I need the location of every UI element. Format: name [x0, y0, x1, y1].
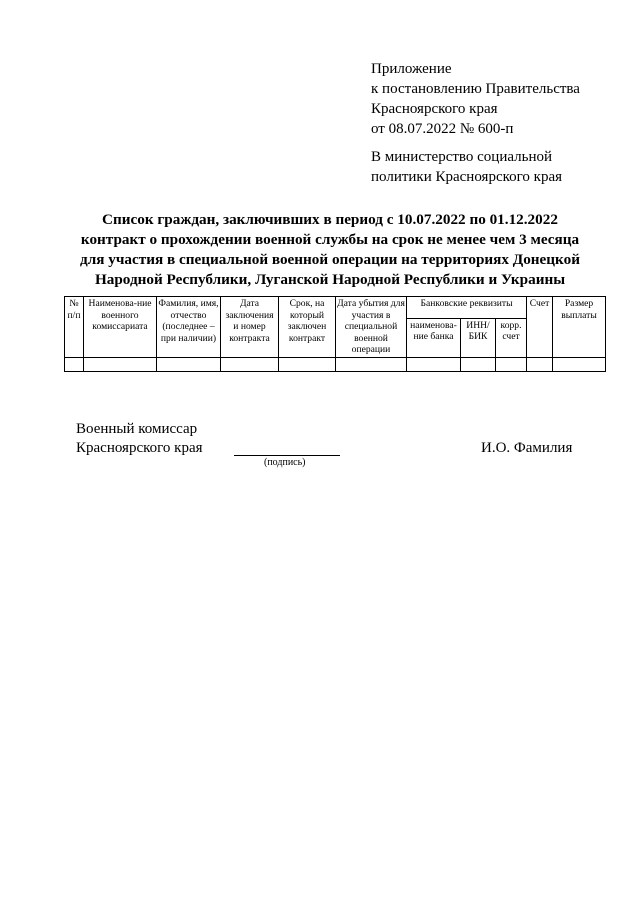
appendix-block [371, 59, 580, 139]
appendix-line: к постановлению Правительства [371, 81, 580, 97]
citizens-table [64, 296, 606, 372]
signatory-name: И.О. Фамилия [481, 440, 573, 456]
signatory-position-line: Военный комиссар [76, 421, 198, 437]
title-line: для участия в специальной военной операции на территориях Донецкой [80, 251, 580, 268]
table-cell [279, 357, 336, 371]
table-cell [461, 357, 496, 371]
table-cell [157, 357, 221, 371]
header-bank-name: наименова-ние банка [407, 318, 461, 357]
header-account: Счет [527, 297, 553, 358]
header-departure: Дата убытия для участия в специальной военной операции [337, 298, 405, 355]
title-line: контракт о прохождении военной службы на срок не менее чем 3 месяца [80, 231, 580, 248]
header-inn-bik: ИНН/ БИК [461, 318, 496, 357]
title-line: Народной Республики, Луганской Народной Республики и Украины [94, 271, 566, 288]
header-fio: Фамилия, имя, отчество (последнее – при наличии) [157, 297, 221, 358]
table-cell [336, 357, 407, 371]
table-row [65, 357, 606, 371]
signature-caption: (подпись) [264, 457, 306, 468]
appendix-line: Приложение [371, 61, 452, 77]
appendix-line: от 08.07.2022 № 600-п [371, 121, 514, 137]
title-line: Список граждан, заключивших в период с 10.07.2022 по 01.12.2022 [102, 211, 558, 228]
table-cell [496, 357, 527, 371]
header-corr-account: корр. счет [496, 318, 527, 357]
header-term: Срок, на который заключен контракт [279, 297, 336, 358]
header-bank-details: Банковские реквизиты [407, 297, 527, 319]
header-contract-date: Дата заключения и номер контракта [221, 297, 279, 358]
header-commissariat: Наименова-ние военного комиссариата [84, 297, 157, 358]
addressee-block [371, 147, 562, 187]
table-cell [65, 357, 84, 371]
table-cell [553, 357, 606, 371]
document-title [60, 210, 600, 290]
table-cell [527, 357, 553, 371]
signatory-position-line: Красноярского края [76, 440, 203, 456]
header-num: № п/п [65, 297, 84, 358]
addressee-line: В министерство социальной [371, 149, 553, 165]
signature-line [234, 455, 340, 456]
table-cell [84, 357, 157, 371]
appendix-line: Красноярского края [371, 101, 498, 117]
table-cell [221, 357, 279, 371]
table-cell [407, 357, 461, 371]
addressee-line: политики Красноярского края [371, 169, 563, 185]
header-payment: Размер выплаты [553, 297, 606, 358]
signatory-position [76, 420, 203, 458]
